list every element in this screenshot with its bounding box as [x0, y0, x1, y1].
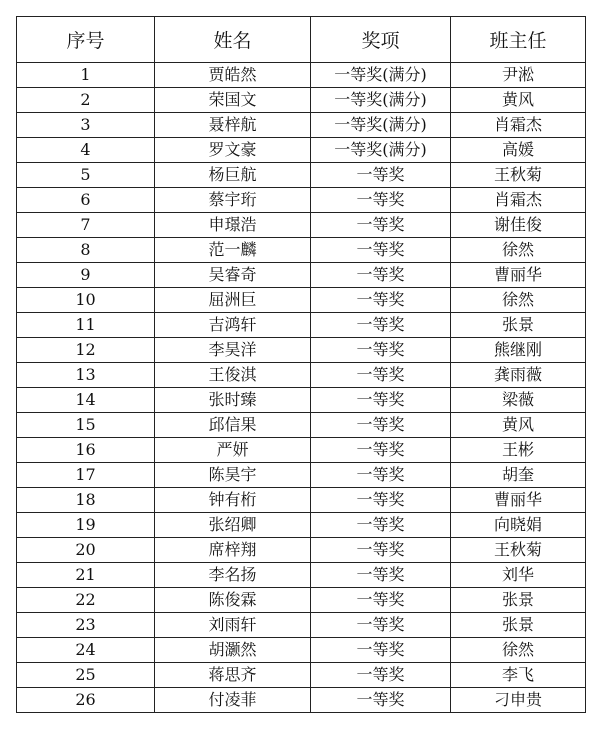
table-row [17, 238, 586, 263]
table-row [17, 263, 586, 288]
cell-class-teacher: 徐然 [451, 238, 586, 263]
cell-class-teacher: 梁薇 [451, 388, 586, 413]
cell-award: 一等奖 [311, 663, 451, 688]
cell-award: 一等奖 [311, 413, 451, 438]
cell-class-teacher: 刁申贵 [451, 688, 586, 713]
cell-class-teacher: 王秋菊 [451, 163, 586, 188]
cell-class-teacher: 张景 [451, 613, 586, 638]
cell-award: 一等奖 [311, 213, 451, 238]
cell-class-teacher: 黄风 [451, 413, 586, 438]
cell-class-teacher: 熊继刚 [451, 338, 586, 363]
cell-class-teacher: 黄风 [451, 88, 586, 113]
cell-student-name: 付凌菲 [155, 688, 311, 713]
cell-class-teacher: 胡奎 [451, 463, 586, 488]
table-row [17, 188, 586, 213]
cell-serial-number: 22 [17, 588, 155, 613]
table-row [17, 538, 586, 563]
table-row [17, 663, 586, 688]
cell-award: 一等奖 [311, 238, 451, 263]
cell-class-teacher: 尹淞 [451, 63, 586, 88]
cell-award: 一等奖 [311, 563, 451, 588]
cell-serial-number: 24 [17, 638, 155, 663]
cell-student-name: 蒋思齐 [155, 663, 311, 688]
cell-student-name: 贾皓然 [155, 63, 311, 88]
table-row [17, 88, 586, 113]
cell-award: 一等奖 [311, 638, 451, 663]
table-row [17, 688, 586, 713]
header-row [17, 17, 586, 63]
cell-student-name: 王俊淇 [155, 363, 311, 388]
cell-class-teacher: 张景 [451, 588, 586, 613]
cell-serial-number: 3 [17, 113, 155, 138]
cell-student-name: 李昊洋 [155, 338, 311, 363]
table-row [17, 638, 586, 663]
cell-award: 一等奖 [311, 163, 451, 188]
cell-student-name: 严妍 [155, 438, 311, 463]
cell-student-name: 杨巨航 [155, 163, 311, 188]
cell-student-name: 范一麟 [155, 238, 311, 263]
cell-student-name: 邱信果 [155, 413, 311, 438]
cell-class-teacher: 肖霜杰 [451, 113, 586, 138]
table-row [17, 63, 586, 88]
cell-award: 一等奖 [311, 538, 451, 563]
cell-award: 一等奖 [311, 613, 451, 638]
cell-class-teacher: 龚雨薇 [451, 363, 586, 388]
cell-class-teacher: 刘华 [451, 563, 586, 588]
cell-class-teacher: 李飞 [451, 663, 586, 688]
cell-serial-number: 6 [17, 188, 155, 213]
table-row [17, 313, 586, 338]
cell-serial-number: 18 [17, 488, 155, 513]
cell-award: 一等奖 [311, 188, 451, 213]
cell-award: 一等奖 [311, 363, 451, 388]
cell-serial-number: 4 [17, 138, 155, 163]
cell-serial-number: 21 [17, 563, 155, 588]
cell-award: 一等奖 [311, 688, 451, 713]
cell-award: 一等奖 [311, 488, 451, 513]
cell-serial-number: 20 [17, 538, 155, 563]
cell-student-name: 陈昊宇 [155, 463, 311, 488]
cell-award: 一等奖 [311, 338, 451, 363]
cell-class-teacher: 肖霜杰 [451, 188, 586, 213]
cell-student-name: 罗文豪 [155, 138, 311, 163]
cell-award: 一等奖 [311, 463, 451, 488]
cell-award: 一等奖 [311, 513, 451, 538]
cell-serial-number: 15 [17, 413, 155, 438]
cell-award: 一等奖(满分) [311, 138, 451, 163]
cell-serial-number: 7 [17, 213, 155, 238]
table-body [17, 63, 586, 713]
cell-student-name: 刘雨轩 [155, 613, 311, 638]
table-row [17, 463, 586, 488]
table-row [17, 388, 586, 413]
table-row [17, 438, 586, 463]
header-award: 奖项 [311, 17, 451, 63]
cell-award: 一等奖 [311, 588, 451, 613]
table-row [17, 513, 586, 538]
cell-class-teacher: 王彬 [451, 438, 586, 463]
awards-table [16, 16, 586, 713]
cell-student-name: 吉鸿轩 [155, 313, 311, 338]
table-row [17, 413, 586, 438]
table-row [17, 588, 586, 613]
table-row [17, 563, 586, 588]
cell-serial-number: 19 [17, 513, 155, 538]
cell-student-name: 张绍卿 [155, 513, 311, 538]
cell-class-teacher: 曹丽华 [451, 263, 586, 288]
cell-student-name: 李名扬 [155, 563, 311, 588]
cell-serial-number: 13 [17, 363, 155, 388]
cell-student-name: 荣国文 [155, 88, 311, 113]
cell-serial-number: 16 [17, 438, 155, 463]
cell-class-teacher: 谢佳俊 [451, 213, 586, 238]
cell-serial-number: 25 [17, 663, 155, 688]
cell-award: 一等奖 [311, 438, 451, 463]
table-row [17, 363, 586, 388]
cell-serial-number: 5 [17, 163, 155, 188]
table-row [17, 338, 586, 363]
cell-student-name: 胡灏然 [155, 638, 311, 663]
cell-student-name: 席梓翔 [155, 538, 311, 563]
cell-student-name: 聂梓航 [155, 113, 311, 138]
table-row [17, 488, 586, 513]
cell-class-teacher: 张景 [451, 313, 586, 338]
cell-class-teacher: 曹丽华 [451, 488, 586, 513]
table-row [17, 613, 586, 638]
cell-award: 一等奖 [311, 263, 451, 288]
cell-serial-number: 26 [17, 688, 155, 713]
cell-student-name: 陈俊霖 [155, 588, 311, 613]
table-row [17, 138, 586, 163]
cell-student-name: 钟有桁 [155, 488, 311, 513]
cell-serial-number: 2 [17, 88, 155, 113]
cell-student-name: 蔡宇珩 [155, 188, 311, 213]
table-row [17, 163, 586, 188]
cell-serial-number: 1 [17, 63, 155, 88]
cell-serial-number: 14 [17, 388, 155, 413]
cell-award: 一等奖(满分) [311, 113, 451, 138]
cell-award: 一等奖(满分) [311, 63, 451, 88]
cell-award: 一等奖(满分) [311, 88, 451, 113]
cell-class-teacher: 高媛 [451, 138, 586, 163]
header-class-teacher: 班主任 [451, 17, 586, 63]
header-serial-number: 序号 [17, 17, 155, 63]
table-row [17, 288, 586, 313]
cell-serial-number: 23 [17, 613, 155, 638]
cell-award: 一等奖 [311, 313, 451, 338]
table-row [17, 113, 586, 138]
cell-serial-number: 11 [17, 313, 155, 338]
cell-serial-number: 17 [17, 463, 155, 488]
table-row [17, 213, 586, 238]
cell-student-name: 吴睿奇 [155, 263, 311, 288]
cell-award: 一等奖 [311, 388, 451, 413]
header-name: 姓名 [155, 17, 311, 63]
cell-serial-number: 10 [17, 288, 155, 313]
cell-award: 一等奖 [311, 288, 451, 313]
cell-serial-number: 8 [17, 238, 155, 263]
cell-class-teacher: 向晓娟 [451, 513, 586, 538]
cell-student-name: 申璟浩 [155, 213, 311, 238]
cell-serial-number: 9 [17, 263, 155, 288]
table-header [17, 17, 586, 63]
cell-class-teacher: 王秋菊 [451, 538, 586, 563]
cell-student-name: 屈洲巨 [155, 288, 311, 313]
cell-class-teacher: 徐然 [451, 638, 586, 663]
cell-serial-number: 12 [17, 338, 155, 363]
cell-student-name: 张时臻 [155, 388, 311, 413]
cell-class-teacher: 徐然 [451, 288, 586, 313]
